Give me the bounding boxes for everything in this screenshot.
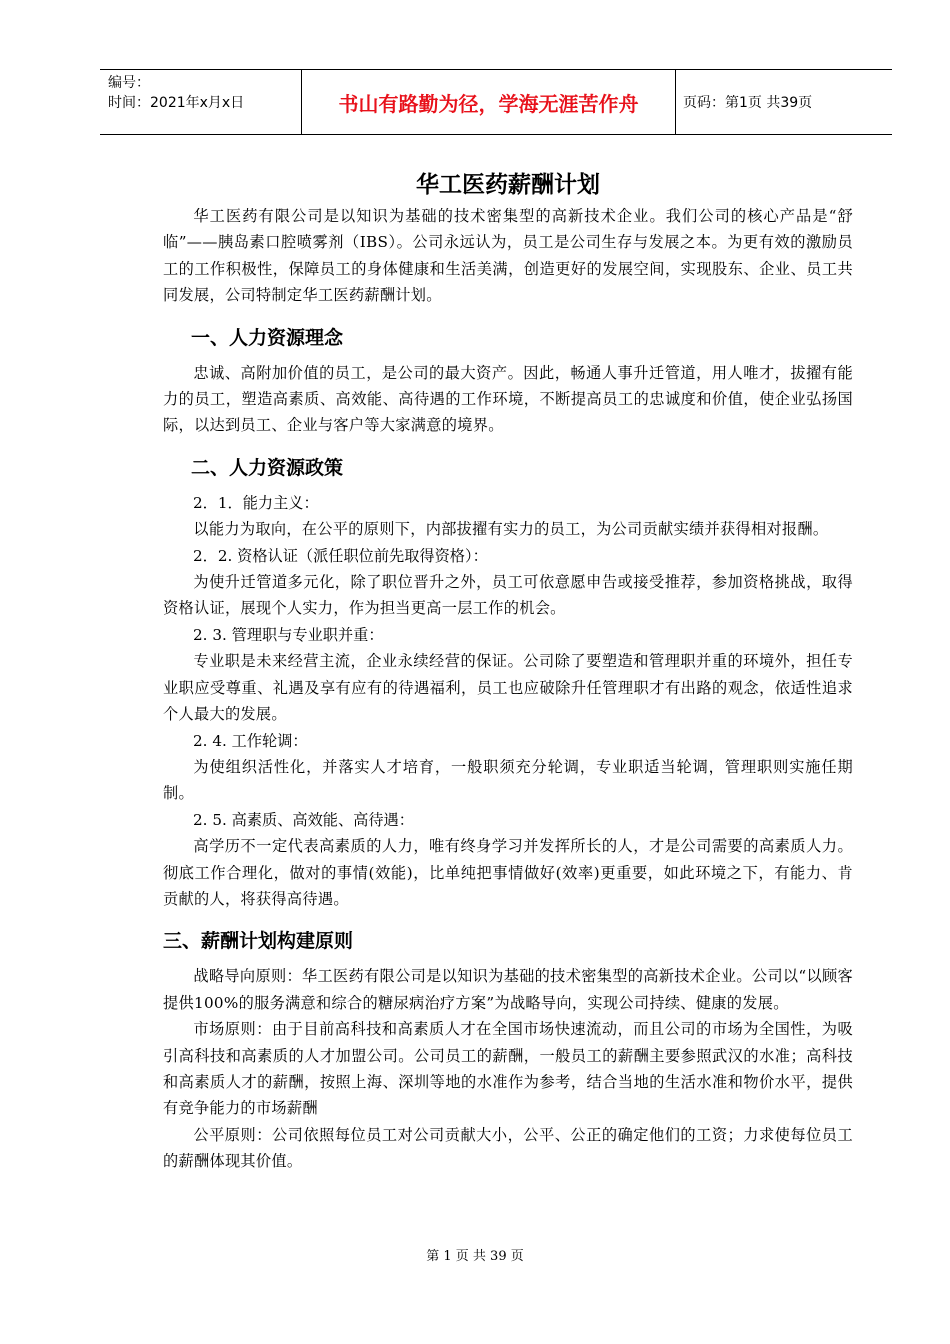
- policy-item-text: 为使组织活性化，并落实人才培育，一般职须充分轮调，专业职适当轮调，管理职则实施任期制。: [163, 757, 853, 803]
- section-1-paragraph: 忠诚、高附加价值的员工，是公司的最大资产。因此，畅通人事升迁管道，用人唯才，拔擢有能力的员工，塑造高素质、高效能、高待遇的工作环境，不断提高员工的忠诚度和价值，使企业弘扬国际，以达到员工、企业与客户等大家满意的境界。: [163, 363, 853, 435]
- page-header: [100, 69, 892, 135]
- header-motto: 书山有路勤为径，学海无涯苦作舟: [302, 70, 676, 134]
- policy-item-text: 高学历不一定代表高素质的人力，唯有终身学习并发挥所长的人，才是公司需要的高素质人力。彻底工作合理化，做对的事情(效能)，比单纯把事情做好(效率)更重要，如此环境之下，有能力、肯贡献的人，将获得高待遇。: [163, 837, 853, 908]
- policy-item-label: 2. 3. 管理职与专业职并重：: [193, 625, 384, 644]
- policy-item-label: 2．1．能力主义：: [193, 493, 319, 512]
- header-meta: [100, 70, 302, 134]
- section-heading-3: 三、薪酬计划构建原则: [163, 930, 354, 953]
- section-heading-2: 二、人力资源政策: [191, 456, 344, 479]
- policy-item-text: 以能力为取向，在公平的原则下，内部拔擢有实力的员工，为公司贡献实绩并获得相对报酬。: [193, 520, 829, 539]
- header-time-label: 时间：2021年x月x日: [108, 95, 245, 111]
- policy-item-label: 2. 5. 高素质、高效能、高待遇：: [193, 810, 414, 829]
- header-page-info: 页码：第1页 共39页: [683, 95, 813, 111]
- document-title: 华工医药薪酬计划: [416, 172, 600, 198]
- policy-item-text: 专业职是未来经营主流，企业永续经营的保证。公司除了要塑造和管理职并重的环境外，担任专业职应受尊重、礼遇及享有应有的待遇福利，员工也应破除升任管理职才有出路的观念，依适性追求个人最大的发展。: [163, 652, 853, 724]
- document-body: [163, 166, 853, 1175]
- header-number-label: 编号：: [108, 75, 150, 91]
- page-footer: 第 1 页 共 39 页: [426, 1249, 524, 1264]
- principle-paragraph: 市场原则：由于目前高科技和高素质人才在全国市场快速流动，而且公司的市场为全国性，为吸引高科技和高素质的人才加盟公司。公司员工的薪酬，一般员工的薪酬主要参照武汉的水准；高科技和高素质人才的薪酬，按照上海、深圳等地的水准作为参考，结合当地的生活水准和物价水平，提供有竞争能力的市场薪酬: [163, 1020, 853, 1118]
- section-heading-1: 一、人力资源理念: [191, 326, 344, 349]
- policy-item-label: 2. 4. 工作轮调：: [193, 731, 308, 750]
- policy-item-label: 2．2. 资格认证（派任职位前先取得资格）：: [193, 546, 488, 565]
- principle-paragraph: 公平原则：公司依照每位员工对公司贡献大小，公平、公正的确定他们的工资；力求使每位员工的薪酬体现其价值。: [163, 1125, 853, 1171]
- policy-item-text: 为使升迁管道多元化，除了职位晋升之外，员工可依意愿申告或接受推荐，参加资格挑战，取得资格认证，展现个人实力，作为担当更高一层工作的机会。: [163, 573, 853, 618]
- principle-paragraph: 战略导向原则：华工医药有限公司是以知识为基础的技术密集型的高新技术企业。公司以“以顾客提供100%的服务满意和综合的糖尿病治疗方案”为战略导向，实现公司持续、健康的发展。: [163, 967, 853, 1012]
- intro-paragraph: 华工医药有限公司是以知识为基础的技术密集型的高新技术企业。我们公司的核心产品是“舒临”——胰岛素口腔喷雾剂（IBS）。公司永远认为，员工是公司生存与发展之本。为更有效的激励员工的工作积极性，保障员工的身体健康和生活美满，创造更好的发展空间，实现股东、企业、员工共同发展，公司特制定华工医药薪酬计划。: [163, 207, 853, 305]
